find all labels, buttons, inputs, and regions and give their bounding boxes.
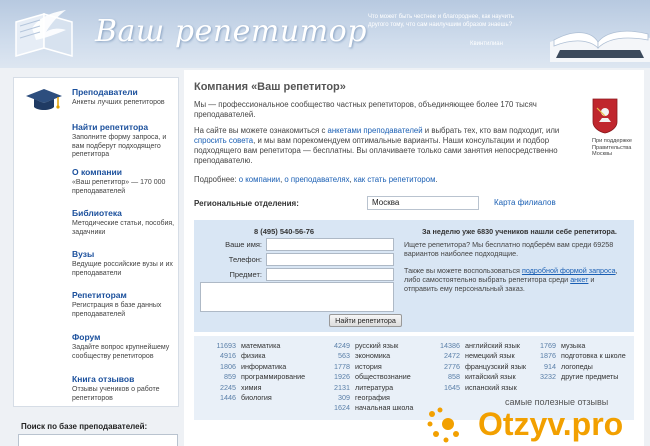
subject-name[interactable]: музыка <box>561 341 586 350</box>
header-quote: Что может быть честнее и благороднее, как научить другого тому, что сам наилучшим образом знаешь? <box>368 14 514 28</box>
sidebar-item-for-tutors[interactable] <box>72 290 178 319</box>
subject-row[interactable] <box>198 383 304 393</box>
text: , <box>349 175 354 184</box>
subject-count: 3232 <box>540 372 556 382</box>
subject-row[interactable] <box>418 372 524 382</box>
subject-count: 11693 <box>216 341 236 350</box>
support-caption: При поддержке Правительства Москвы <box>592 138 632 157</box>
sidebar-item-reviews[interactable] <box>72 374 178 403</box>
logo-bird-book-icon[interactable] <box>10 6 80 64</box>
subject-row[interactable] <box>198 351 304 361</box>
profiles-link[interactable]: анкет <box>570 275 589 284</box>
request-form-panel <box>194 220 634 332</box>
subject-name[interactable]: математика <box>241 341 281 350</box>
subject-row[interactable] <box>198 393 304 403</box>
search-label: Поиск по базе преподавателей: <box>21 422 148 431</box>
subject-count: 1446 <box>220 393 236 402</box>
subject-count: 563 <box>338 351 350 361</box>
subject-count: 2472 <box>444 351 460 361</box>
subject-name[interactable]: обществознание <box>355 372 411 382</box>
subject-name[interactable]: русский язык <box>355 341 399 350</box>
moscow-coat-of-arms-icon <box>592 98 618 134</box>
sidebar-item-desc: Анкеты лучших репетиторов <box>72 99 165 106</box>
subject-row[interactable] <box>198 362 304 372</box>
subject-count: 14386 <box>440 341 460 350</box>
sidebar-item-desc: Ведущие российские вузы и их преподаватели <box>72 261 173 277</box>
subject-row[interactable] <box>524 372 630 382</box>
subject-name[interactable]: начальная школа <box>355 403 414 413</box>
sidebar-item-title[interactable]: Преподаватели <box>72 87 138 97</box>
sidebar-item-desc: Отзывы учеников о работе репетиторов <box>72 386 160 402</box>
subject-name[interactable]: логопеды <box>561 361 593 371</box>
sidebar-item-universities[interactable] <box>72 249 178 278</box>
watermark-logo-text: Otzyv.pro <box>478 406 624 442</box>
site-header <box>0 0 650 68</box>
subject-count: 309 <box>338 393 350 402</box>
search-input[interactable] <box>18 434 178 446</box>
sidebar-item-tutors[interactable] <box>72 87 178 108</box>
region-select[interactable]: Москва <box>367 196 479 210</box>
subject-row[interactable] <box>198 341 304 351</box>
subject-field[interactable] <box>266 268 394 281</box>
sidebar-item-about[interactable] <box>72 167 178 196</box>
sidebar-item-title[interactable]: Библиотека <box>72 208 122 218</box>
subject-count: 1624 <box>334 403 350 413</box>
otzyv-logo-icon <box>424 404 472 444</box>
subject-name[interactable]: экономика <box>355 351 391 361</box>
subject-count: 2131 <box>334 382 350 392</box>
subject-count: 2776 <box>444 361 460 371</box>
text: , и мы вам порекомендуем оптимальные варианты. Наши консультации и подбор подходящего вам репетитора — бесплатны. Вы оплачиваете только сами занятия непосредственно преподавателю. <box>194 136 558 165</box>
subject-name[interactable]: подготовка к школе <box>561 351 626 361</box>
subject-name[interactable]: география <box>355 393 390 402</box>
main-content <box>184 70 644 446</box>
subject-count: 914 <box>544 361 556 371</box>
text: и выбрать тех, кто вам подходит, или <box>422 126 560 135</box>
subject-name[interactable]: китайский язык <box>465 372 516 382</box>
subject-row[interactable] <box>312 362 418 372</box>
detailed-form-link[interactable]: подробной формой запроса <box>521 266 616 275</box>
subject-name[interactable]: программирование <box>241 372 306 382</box>
watermark-caption: самые полезные отзывы <box>505 397 609 407</box>
subject-count: 1926 <box>334 372 350 382</box>
about-tutors-link[interactable]: о преподавателях <box>284 175 350 184</box>
sidebar-item-title[interactable]: О компании <box>72 167 122 177</box>
subject-count: 1769 <box>540 341 556 350</box>
about-company-link[interactable]: о компании <box>238 175 281 184</box>
graduation-cap-icon <box>24 86 64 114</box>
subject-row[interactable] <box>312 403 418 413</box>
subject-count: 2245 <box>220 382 236 392</box>
region-label: Региональные отделения: <box>194 199 299 208</box>
sidebar-nav <box>13 77 179 407</box>
text: и отправить ему персональный заказ. <box>404 275 595 293</box>
sidebar-item-desc: Регистрация в базе данных преподавателей <box>72 302 162 318</box>
sidebar-item-title[interactable]: Форум <box>72 332 101 342</box>
branch-map-link[interactable]: Карта филиалов <box>494 198 556 207</box>
subject-row[interactable] <box>312 341 418 351</box>
subject-row[interactable] <box>198 372 304 382</box>
subject-name[interactable]: информатика <box>241 361 287 371</box>
become-tutor-link[interactable]: как стать репетитором <box>353 175 436 184</box>
text: , <box>280 175 285 184</box>
phone-label: Телефон: <box>228 255 262 264</box>
subject-row[interactable] <box>312 383 418 393</box>
text: Подробнее: <box>194 175 239 184</box>
subject-row[interactable] <box>312 393 418 403</box>
about-paragraph <box>194 126 584 166</box>
subject-row[interactable] <box>312 372 418 382</box>
sidebar-item-desc: Заполните форму запроса, и вам подберут подходящего репетитора <box>72 134 167 159</box>
sidebar-item-desc: Методические статьи, пособия, задачники <box>72 220 175 236</box>
name-label: Ваше имя: <box>225 240 262 249</box>
subject-name[interactable]: история <box>355 361 382 371</box>
subject-row[interactable] <box>524 341 630 351</box>
more-info-paragraph <box>194 175 584 185</box>
ask-advice-link[interactable]: спросить совета <box>194 136 254 145</box>
text: , либо самостоятельно выбрать репетитора среди <box>404 266 618 284</box>
page-title: Компания «Ваш репетитор» <box>194 81 346 93</box>
form-hint-links <box>404 266 629 293</box>
subject-count: 1876 <box>540 351 556 361</box>
sidebar-item-desc: Задайте вопрос крупнейшему сообществу репетиторов <box>72 344 170 360</box>
subject-row[interactable] <box>524 351 630 361</box>
subject-count: 4916 <box>220 351 236 361</box>
subject-name[interactable]: химия <box>241 382 262 392</box>
text: . <box>435 175 438 184</box>
sidebar-item-find-tutor[interactable] <box>72 122 178 160</box>
subject-label: Предмет: <box>229 270 262 279</box>
subject-row[interactable] <box>312 351 418 361</box>
sidebar-item-title[interactable]: Репетиторам <box>72 290 127 300</box>
subject-count: 4249 <box>334 341 350 350</box>
phone-field[interactable] <box>266 253 394 266</box>
subject-name[interactable]: другие предметы <box>561 372 619 382</box>
header-quote-author: Квинтилиан <box>470 41 503 47</box>
sidebar-item-title[interactable]: Книга отзывов <box>72 374 135 384</box>
message-textarea[interactable] <box>200 282 394 312</box>
subject-row[interactable] <box>418 351 524 361</box>
subject-name[interactable]: английский язык <box>465 341 520 350</box>
subject-row[interactable] <box>524 362 630 372</box>
sidebar-item-title[interactable]: Вузы <box>72 249 95 259</box>
subject-count: 858 <box>448 372 460 382</box>
site-logo-text[interactable]: Ваш репетитор <box>95 14 367 49</box>
tutor-profiles-link[interactable]: анкетами преподавателей <box>327 126 423 135</box>
form-hint: Ищете репетитора? Мы бесплатно подберём вам среди 69258 вариантов наиболее подходящие. <box>404 240 614 258</box>
sidebar-item-desc: «Ваш репетитор» — 170 000 преподавателей <box>72 179 166 195</box>
subject-name[interactable]: физика <box>241 351 266 361</box>
subject-count: 1778 <box>334 361 350 371</box>
text: На сайте вы можете ознакомиться с <box>194 126 328 135</box>
subject-name[interactable]: биология <box>241 393 272 402</box>
subject-row[interactable] <box>418 383 524 393</box>
phone-number: 8 (495) 540-56-76 <box>254 227 315 236</box>
text: Также вы можете воспользоваться <box>404 266 522 275</box>
subject-count: 1645 <box>444 382 460 392</box>
sidebar-item-library[interactable] <box>72 208 178 237</box>
subject-name[interactable]: литература <box>355 382 394 392</box>
weekly-stats: За неделю уже 6830 учеников нашли себе репетитора. <box>422 227 617 236</box>
find-tutor-button[interactable]: Найти репетитора <box>329 314 402 327</box>
subject-name[interactable]: французский язык <box>465 361 527 371</box>
subject-count: 1806 <box>220 361 236 371</box>
open-book-icon <box>540 2 650 62</box>
subject-name[interactable]: немецкий язык <box>465 351 515 361</box>
sidebar-item-title[interactable]: Найти репетитора <box>72 122 149 132</box>
sidebar-item-forum[interactable] <box>72 332 178 361</box>
subject-name[interactable]: испанский язык <box>465 382 517 392</box>
subject-count: 859 <box>224 372 236 382</box>
subject-row[interactable] <box>418 361 527 372</box>
subject-row[interactable] <box>418 341 524 351</box>
intro-paragraph: Мы — профессиональное сообщество частных репетиторов, объединяющее более 170 тысяч преподавателей. <box>194 100 537 119</box>
name-field[interactable] <box>266 238 394 251</box>
